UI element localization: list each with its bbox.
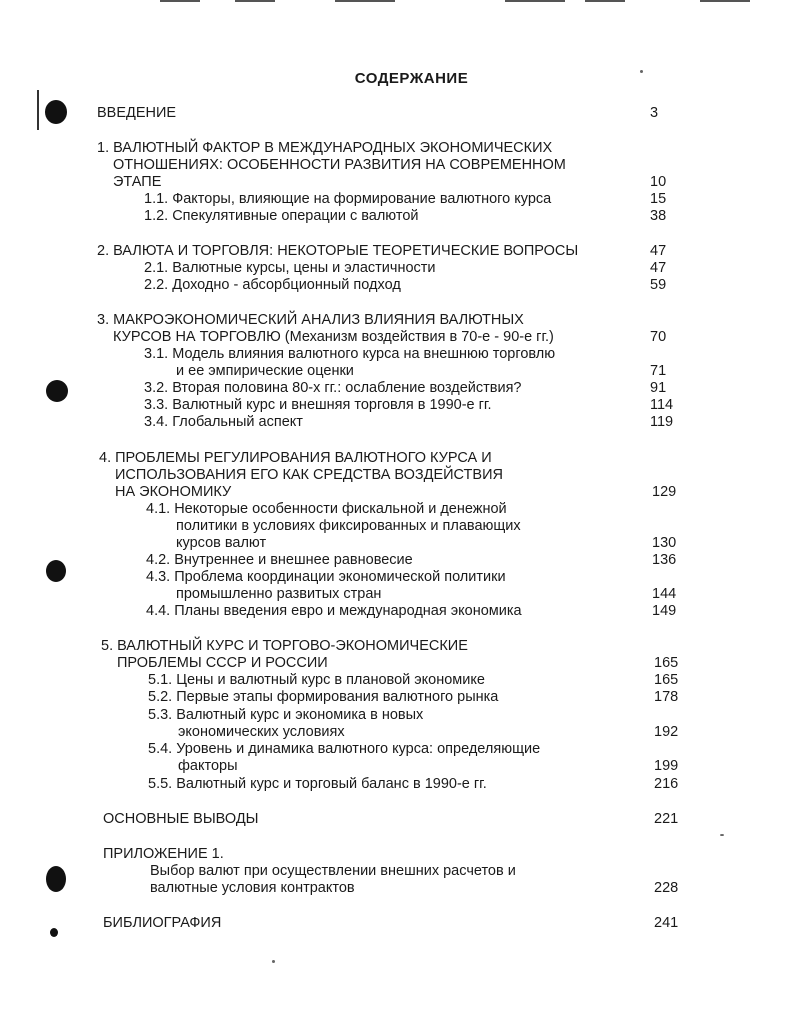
page-number: 165 xyxy=(654,672,679,688)
punch-hole-mark xyxy=(45,100,67,124)
toc-section-2-1: 2.1. Валютные курсы, цены и эластичности xyxy=(144,260,436,276)
page-number: 216 xyxy=(654,776,679,792)
toc-section-4-3: 4.3. Проблема координации экономической политики xyxy=(146,569,506,585)
toc-section-1-1: 1.1. Факторы, влияющие на формирование валютного курса xyxy=(144,191,552,207)
page-number: 241 xyxy=(654,915,679,931)
scan-edge-line xyxy=(235,0,275,2)
toc-section-3-4: 3.4. Глобальный аспект xyxy=(144,414,303,430)
dust-speck xyxy=(272,960,275,963)
scan-edge-line xyxy=(700,0,750,2)
punch-hole-mark xyxy=(46,380,68,402)
page-number: 119 xyxy=(650,414,674,430)
toc-chapter-4: 4. ПРОБЛЕМЫ РЕГУЛИРОВАНИЯ ВАЛЮТНОГО КУРСА И xyxy=(99,450,492,466)
toc-section-5-4: 5.4. Уровень и динамика валютного курса: определяющие xyxy=(148,741,541,757)
toc-section-5-3-cont: экономических условиях xyxy=(178,724,345,740)
toc-section-2-2: 2.2. Доходно - абсорбционный подход xyxy=(144,277,401,293)
toc-section-4-4: 4.4. Планы введения евро и международная экономика xyxy=(146,603,522,619)
page-number: 47 xyxy=(650,243,667,259)
page-number: 114 xyxy=(650,397,674,413)
toc-section-4-1: 4.1. Некоторые особенности фискальной и денежной xyxy=(146,501,507,517)
toc-chapter-1-cont: ОТНОШЕНИЯХ: ОСОБЕННОСТИ РАЗВИТИЯ НА СОВРЕМЕННОМ xyxy=(113,157,566,173)
scan-edge-line xyxy=(585,0,625,2)
toc-chapter-3-cont: КУРСОВ НА ТОРГОВЛЮ (Механизм воздействия в 70-е - 90-е гг.) xyxy=(113,329,554,345)
scan-edge-line xyxy=(505,0,565,2)
toc-entry-conclusions: ОСНОВНЫЕ ВЫВОДЫ xyxy=(103,811,259,827)
toc-section-5-4-cont: факторы xyxy=(178,758,238,774)
page-number: 149 xyxy=(652,603,677,619)
toc-chapter-2: 2. ВАЛЮТА И ТОРГОВЛЯ: НЕКОТОРЫЕ ТЕОРЕТИЧЕСКИЕ ВОПРОСЫ xyxy=(97,243,579,259)
page-number: 38 xyxy=(650,208,667,224)
toc-entry-appendix: ПРИЛОЖЕНИЕ 1. xyxy=(103,846,224,862)
toc-appendix-desc-cont: валютные условия контрактов xyxy=(150,880,355,896)
page-number: 91 xyxy=(650,380,667,396)
page-number: 199 xyxy=(654,758,679,774)
page-number: 192 xyxy=(654,724,679,740)
toc-chapter-5-cont: ПРОБЛЕМЫ СССР И РОССИИ xyxy=(117,655,328,671)
toc-chapter-3: 3. МАКРОЭКОНОМИЧЕСКИЙ АНАЛИЗ ВЛИЯНИЯ ВАЛЮТНЫХ xyxy=(97,312,524,328)
page-number: 144 xyxy=(652,586,677,602)
toc-chapter-4-cont: ИСПОЛЬЗОВАНИЯ ЕГО КАК СРЕДСТВА ВОЗДЕЙСТВИЯ xyxy=(115,467,503,483)
page-title: СОДЕРЖАНИЕ xyxy=(354,70,469,87)
page-number: 70 xyxy=(650,329,667,345)
toc-section-4-3-cont: промышленно развитых стран xyxy=(176,586,382,602)
page-number: 130 xyxy=(652,535,677,551)
toc-section-3-2: 3.2. Вторая половина 80-х гг.: ослабление воздействия? xyxy=(144,380,522,396)
page-number: 165 xyxy=(654,655,679,671)
page-number: 10 xyxy=(650,174,667,190)
toc-chapter-4-cont: НА ЭКОНОМИКУ xyxy=(115,484,232,500)
binding-mark xyxy=(37,90,39,130)
toc-chapter-5: 5. ВАЛЮТНЫЙ КУРС И ТОРГОВО-ЭКОНОМИЧЕСКИЕ xyxy=(101,638,468,654)
dust-speck xyxy=(720,834,724,836)
toc-section-3-1: 3.1. Модель влияния валютного курса на внешнюю торговлю xyxy=(144,346,556,362)
toc-section-1-2: 1.2. Спекулятивные операции с валютой xyxy=(144,208,419,224)
toc-section-3-1-cont: и ее эмпирические оценки xyxy=(176,363,354,379)
scan-edge-line xyxy=(160,0,200,2)
punch-hole-mark xyxy=(46,866,66,892)
toc-section-4-1-cont: курсов валют xyxy=(176,535,267,551)
toc-chapter-1: 1. ВАЛЮТНЫЙ ФАКТОР В МЕЖДУНАРОДНЫХ ЭКОНОМИЧЕСКИХ xyxy=(97,140,553,156)
toc-section-5-5: 5.5. Валютный курс и торговый баланс в 1990-е гг. xyxy=(148,776,487,792)
punch-hole-mark xyxy=(46,560,66,582)
punch-hole-mark xyxy=(50,928,58,937)
toc-entry-intro: ВВЕДЕНИЕ xyxy=(97,105,177,121)
toc-section-4-2: 4.2. Внутреннее и внешнее равновесие xyxy=(146,552,413,568)
page-number: 178 xyxy=(654,689,679,705)
toc-section-5-2: 5.2. Первые этапы формирования валютного рынка xyxy=(148,689,499,705)
page-number: 71 xyxy=(650,363,667,379)
page-number: 15 xyxy=(650,191,667,207)
page-number: 129 xyxy=(652,484,677,500)
scan-edge-line xyxy=(335,0,395,2)
page-number: 3 xyxy=(650,105,659,121)
page-number: 228 xyxy=(654,880,679,896)
toc-section-3-3: 3.3. Валютный курс и внешняя торговля в 1990-е гг. xyxy=(144,397,492,413)
toc-section-5-3: 5.3. Валютный курс и экономика в новых xyxy=(148,707,424,723)
page-number: 136 xyxy=(652,552,677,568)
page-number: 47 xyxy=(650,260,667,276)
toc-entry-bibliography: БИБЛИОГРАФИЯ xyxy=(103,915,222,931)
toc-chapter-1-cont: ЭТАПЕ xyxy=(113,174,162,190)
toc-appendix-desc: Выбор валют при осуществлении внешних расчетов и xyxy=(150,863,516,879)
page-number: 221 xyxy=(654,811,679,827)
page-number: 59 xyxy=(650,277,667,293)
toc-section-4-1-cont: политики в условиях фиксированных и плавающих xyxy=(176,518,521,534)
toc-section-5-1: 5.1. Цены и валютный курс в плановой экономике xyxy=(148,672,485,688)
